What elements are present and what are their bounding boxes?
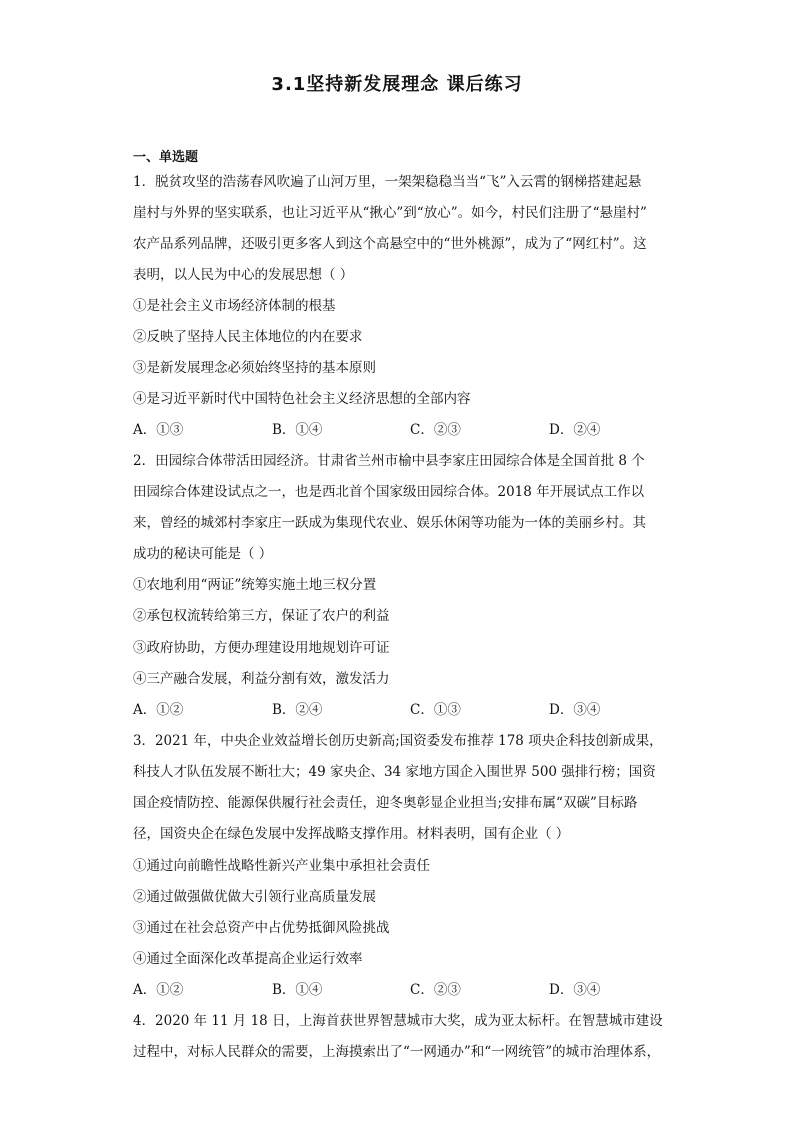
question-1-statement-2: ②反映了坚持人民主体地位的内在要求 xyxy=(133,329,363,345)
question-1-option-d[interactable]: D．②④ xyxy=(549,422,601,438)
question-1-line-1: 1．脱贫攻坚的浩荡春风吹遍了山河万里，一架架稳稳当当“飞”入云霄的钢梯搭建起悬 xyxy=(133,174,642,190)
question-1-options xyxy=(133,420,673,440)
question-3-statement-3: ③通过在社会总资产中占优势抵御风险挑战 xyxy=(133,920,390,936)
question-3-line-2: 科技人才队伍发展不断壮大；49 家央企、34 家地方国企入围世界 500 强排行榜；国资 xyxy=(133,764,656,780)
question-2-line-4: 成功的秘诀可能是（ ） xyxy=(133,546,273,562)
question-2-statement-3: ③政府协助，方便办理建设用地规划许可证 xyxy=(133,640,390,656)
question-1-statement-3: ③是新发展理念必须始终坚持的基本原则 xyxy=(133,360,376,376)
question-1-statement-1: ①是社会主义市场经济体制的根基 xyxy=(133,298,336,314)
question-2-options xyxy=(133,700,673,720)
question-2-option-c[interactable]: C．①③ xyxy=(410,702,461,718)
question-2-line-3: 来，曾经的城郊村李家庄一跃成为集现代农业、娱乐休闲等功能为一体的美丽乡村。其 xyxy=(133,515,646,531)
question-1-option-a[interactable]: A．①③ xyxy=(133,422,184,438)
question-3-line-1: 3．2021 年，中央企业效益增长创历史新高;国资委发布推荐 178 项央企科技创新成果， xyxy=(133,733,663,749)
question-1-option-b[interactable]: B．①④ xyxy=(272,422,323,438)
question-1-line-4: 表明，以人民为中心的发展思想（ ） xyxy=(133,267,354,283)
question-2-statement-1: ①农地利用“两证”统筹实施土地三权分置 xyxy=(133,577,377,593)
question-3-option-a[interactable]: A．①② xyxy=(133,982,184,998)
question-3-option-d[interactable]: D．③④ xyxy=(549,982,601,998)
question-2-statement-4: ④三产融合发展，利益分割有效，激发活力 xyxy=(133,671,390,687)
question-2-option-a[interactable]: A．①② xyxy=(133,702,184,718)
question-3-option-b[interactable]: B．①④ xyxy=(272,982,323,998)
question-2-option-d[interactable]: D．③④ xyxy=(549,702,601,718)
question-3-line-3: 国企疫情防控、能源保供履行社会责任，迎冬奥彰显企业担当;安排布属“双碳”目标路 xyxy=(133,795,638,811)
question-4-line-2: 过程中，对标人民群众的需要，上海摸索出了“一网通办”和“一网统管”的城市治理体系， xyxy=(133,1044,661,1060)
question-3-option-c[interactable]: C．②③ xyxy=(410,982,461,998)
question-4-line-1: 4．2020 年 11 月 18 日，上海首获世界智慧城市大奖，成为亚太标杆。在智慧城市建设 xyxy=(133,1013,663,1029)
question-1-line-2: 崖村与外界的坚实联系，也让习近平从“揪心”到“放心”。如今，村民们注册了“悬崖村” xyxy=(133,205,647,221)
question-1-option-c[interactable]: C．②③ xyxy=(410,422,461,438)
question-3-statement-2: ②通过做强做优做大引领行业高质量发展 xyxy=(133,889,376,905)
question-2-option-b[interactable]: B．②④ xyxy=(272,702,323,718)
question-1-statement-4: ④是习近平新时代中国特色社会主义经济思想的全部内容 xyxy=(133,391,471,407)
page-title: 3.1坚持新发展理念 课后练习 xyxy=(271,74,523,95)
section-heading: 一、单选题 xyxy=(133,150,199,165)
question-2-line-1: 2．田园综合体带活田园经济。甘肃省兰州市榆中县李家庄田园综合体是全国首批 8 个 xyxy=(133,453,645,469)
question-3-statement-1: ①通过向前瞻性战略性新兴产业集中承担社会责任 xyxy=(133,858,430,874)
question-3-line-4: 径，国资央企在绿色发展中发挥战略支撑作用。材料表明，国有企业（ ） xyxy=(133,826,570,842)
question-2-line-2: 田园综合体建设试点之一，也是西北首个国家级田园综合体。2018 年开展试点工作以 xyxy=(133,484,645,500)
question-2-statement-2: ②承包权流转给第三方，保证了农户的利益 xyxy=(133,608,390,624)
question-1-line-3: 农产品系列品牌，还吸引更多客人到这个高悬空中的“世外桃源”，成为了“网红村”。这 xyxy=(133,236,647,252)
question-3-options xyxy=(133,980,673,1000)
question-3-statement-4: ④通过全面深化改革提高企业运行效率 xyxy=(133,951,363,967)
